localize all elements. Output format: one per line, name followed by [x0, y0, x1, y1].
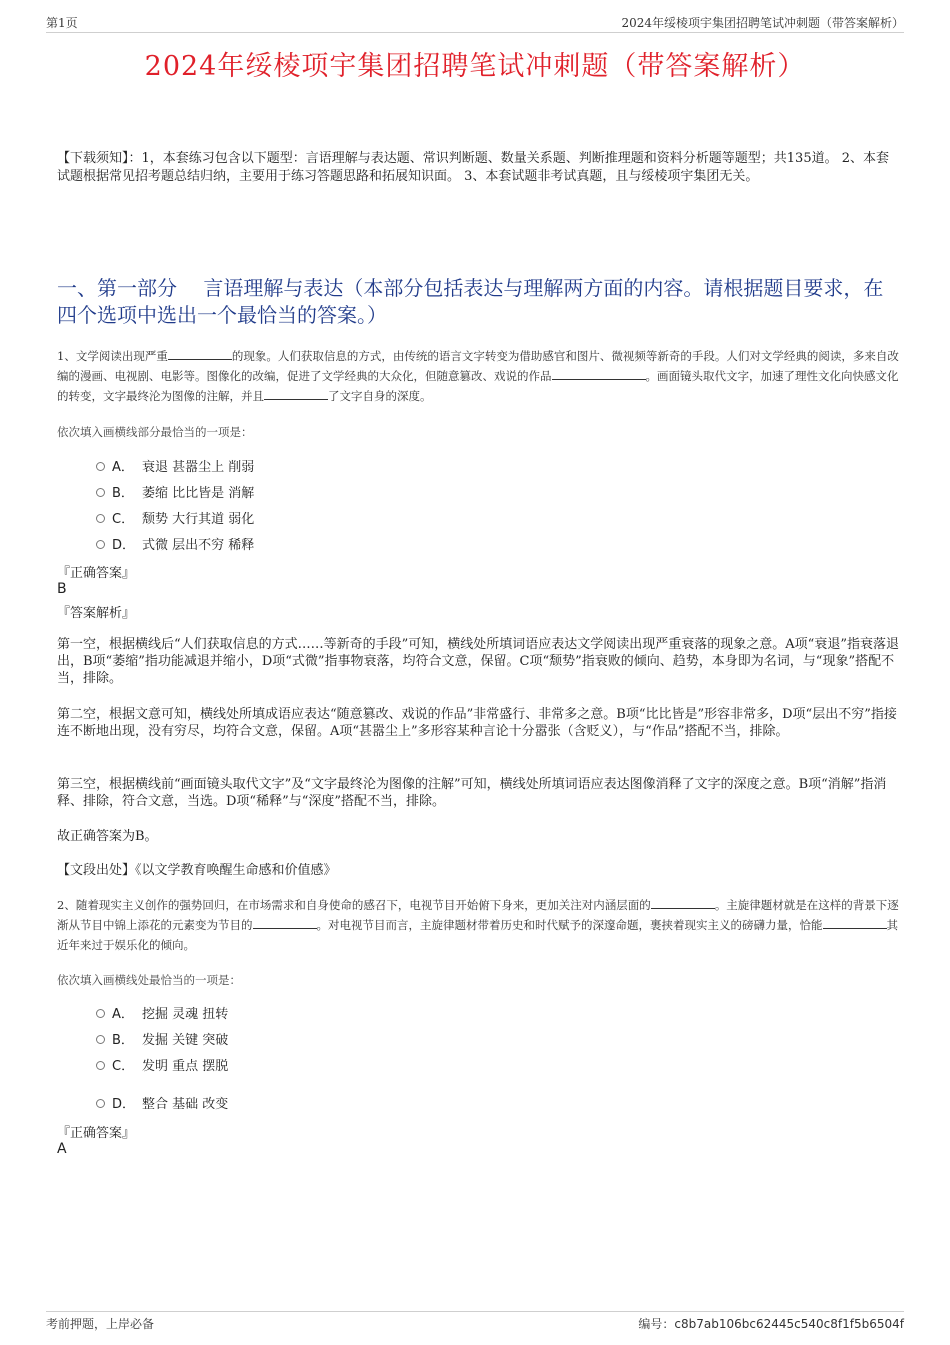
question-2-prompt: 依次填入画横线处最恰当的一项是：	[57, 973, 241, 987]
document-code: 编号：c8b7ab106bc62445c540c8f1f5b6504f	[638, 1317, 904, 1331]
question-1-prompt: 依次填入画横线部分最恰当的一项是：	[57, 425, 253, 439]
answer-blank	[253, 917, 317, 929]
radio-icon[interactable]	[96, 1099, 105, 1108]
option-d[interactable]: D． 整合 基础 改变	[96, 1093, 228, 1113]
option-a[interactable]: A． 衰退 甚嚣尘上 削弱	[96, 456, 254, 476]
option-d[interactable]: D． 式微 层出不穷 稀释	[96, 534, 254, 554]
option-c[interactable]: C． 发明 重点 摆脱	[96, 1055, 228, 1075]
analysis-conclusion: 故正确答案为B。	[57, 829, 158, 844]
answer-blank	[168, 348, 232, 360]
radio-icon[interactable]	[96, 540, 105, 549]
page-header	[46, 14, 904, 33]
option-b[interactable]: B． 发掘 关键 突破	[96, 1029, 228, 1049]
analysis-label: 『答案解析』	[57, 606, 136, 621]
analysis-paragraph: 第一空，根据横线后“人们获取信息的方式……等新奇的手段”可知，横线处所填词语应表达文学阅读出现严重衰落的现象之意。A项“衰退”指衰落退出，B项“萎缩”指功能减退并缩小，D项“式微”指事物衰落，均符合文意，保留。C项“颓势”指衰败的倾向、趋势，本身即为名词，与“现象”搭配不当，排除。	[57, 637, 899, 686]
option-a[interactable]: A． 挖掘 灵魂 扭转	[96, 1003, 228, 1023]
radio-icon[interactable]	[96, 1035, 105, 1044]
page-footer	[46, 1311, 904, 1332]
header-doc-title: 2024年绥棱项宇集团招聘笔试冲刺题（带答案解析）	[621, 16, 904, 30]
answer-blank	[823, 917, 887, 929]
question-2-stem: 2、随着现实主义创作的强势回归，在市场需求和自身使命的感召下，电视节目开始俯下身来，更加关注对内涵层面的 。主旋律题材就是在这样的背景下逐渐从节目中锦上添花的元素变为节目的 。对电视节目而言，主旋律题材带着历史和时代赋予的深邃命题，裹挟着现实主义的磅礴力量，恰能 其近年来过于娱乐化的倾向。	[57, 898, 899, 952]
answer-label: 『正确答案』	[57, 1126, 136, 1141]
radio-icon[interactable]	[96, 1061, 105, 1070]
section-heading: 一、第一部分 言语理解与表达（本部分包括表达与理解两方面的内容。请根据题目要求，在四个选项中选出一个最恰当的答案。）	[57, 276, 884, 327]
passage-source: 【文段出处】《以文学教育唤醒生命感和价值感》	[57, 863, 337, 878]
correct-answer: B	[57, 581, 67, 597]
radio-icon[interactable]	[96, 1009, 105, 1018]
option-b[interactable]: B． 萎缩 比比皆是 消解	[96, 482, 254, 502]
answer-blank	[651, 897, 715, 909]
question-1-stem: 1、文学阅读出现严重 的现象。人们获取信息的方式，由传统的语言文字转变为借助感官和图片、微视频等新奇的手段。人们对文学经典的阅读，多来自改编的漫画、电视剧、电影等。图像化的改编，促进了文学经典的大众化，但随意篡改、戏说的作品 。画面镜头取代文字，加速了理性文化向快感文化的转变，文字最终沦为图像的注解，并且 了文字自身的深度。	[57, 349, 899, 403]
footer-slogan: 考前押题，上岸必备	[46, 1317, 155, 1331]
answer-blank	[264, 388, 328, 400]
answer-blank	[552, 368, 646, 380]
option-c[interactable]: C． 颓势 大行其道 弱化	[96, 508, 254, 528]
answer-label: 『正确答案』	[57, 566, 136, 581]
analysis-paragraph: 第三空，根据横线前“画面镜头取代文字”及“文字最终沦为图像的注解”可知，横线处所填词语应表达图像消释了文字的深度之意。B项“消解”指消释、排除，符合文意，当选。D项“稀释”与“深度”搭配不当，排除。	[57, 777, 887, 809]
radio-icon[interactable]	[96, 514, 105, 523]
radio-icon[interactable]	[96, 462, 105, 471]
radio-icon[interactable]	[96, 488, 105, 497]
correct-answer: A	[57, 1141, 67, 1157]
analysis-paragraph: 第二空，根据文意可知，横线处所填成语应表达“随意篡改、戏说的作品”非常盛行、非常多之意。B项“比比皆是”形容非常多，D项“层出不穷”指接连不断地出现，没有穷尽，均符合文意，保留。A项“甚嚣尘上”多形容某种言论十分嚣张（含贬义），与“作品”搭配不当，排除。	[57, 707, 897, 739]
page-title: 2024年绥棱项宇集团招聘笔试冲刺题（带答案解析）	[144, 51, 806, 82]
page-number: 第1页	[46, 16, 78, 30]
download-notice: 【下载须知】：1，本套练习包含以下题型：言语理解与表达题、常识判断题、数量关系题、判断推理题和资料分析题等题型；共135道。 2、本套试题根据常见招考题总结归纳，主要用于练习答题思路和拓展知识面。 3、本套试题非考试真题，且与绥棱项宇集团无关。	[57, 151, 889, 184]
